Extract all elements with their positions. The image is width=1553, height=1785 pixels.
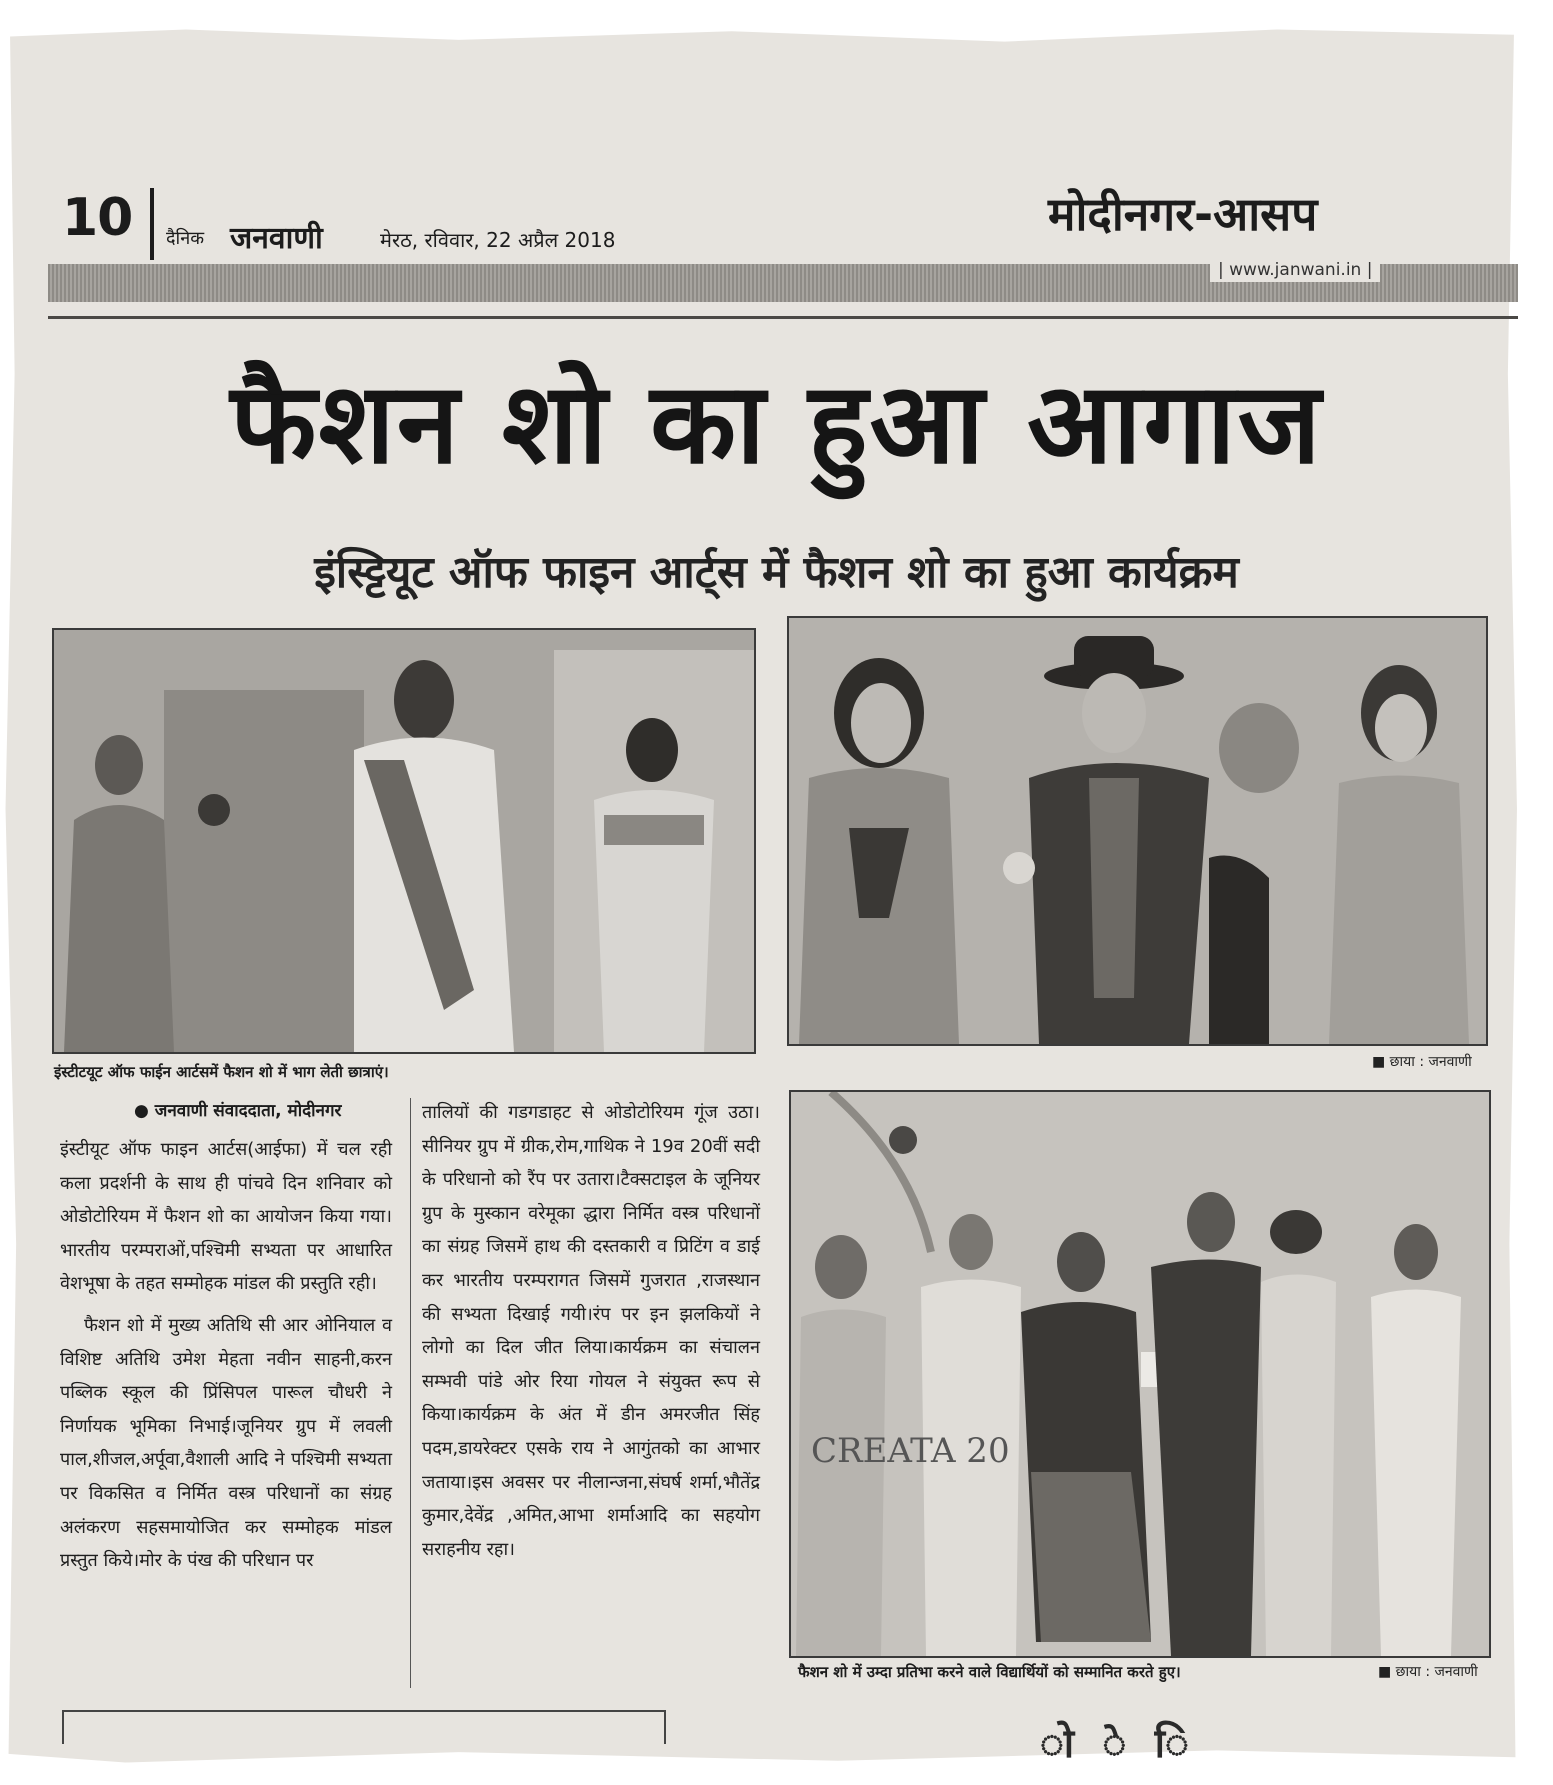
subheadline: इंस्ट्टियूट ऑफ फाइन आर्ट्स में फैशन शो का हुआ कार्यक्रम bbox=[314, 547, 1239, 598]
dateline: मेरठ, रविवार, 22 अप्रैल 2018 bbox=[380, 228, 616, 252]
photo-models-left bbox=[52, 628, 756, 1054]
photo-models-right bbox=[787, 616, 1488, 1046]
adjacent-article-fragment: ो े ि bbox=[1040, 1721, 1207, 1767]
top-photo-credit: ■ छाया : जनवाणी bbox=[1372, 1054, 1472, 1070]
photo-models-right-image bbox=[789, 618, 1486, 1044]
column-1-paragraph-1: इंस्टीयूट ऑफ फाइन आर्टस(आईफा) में चल रही कला प्रदर्शनी के साथ ही पांचवे दिन शनिवार को ओडोटोरियम में फैशन शो का आयोजन किया गया।भारतीय परम्पराओं,पश्चिमी सभ्यता पर आधारित वेशभूषा के तहत सम्मोहक मांडल की प्रस्तुति रही। bbox=[60, 1139, 392, 1295]
column-2-paragraph: तालियों की गडगडाहट से ओडोटोरियम गूंज उठा।सीनियर ग्रुप में ग्रीक,रोम,गाथिक ने 19व 20वीं सदी के परिधानो को रैंप पर उतारा।टैक्सटाइल के जूनियर ग्रुप के मुस्कान वरेमूका द्धारा निर्मित वस्त्र परिधानों का संग्रह जिसमें हाथ की दस्तकारी व प्रिटिंग व डाई कर भारतीय परम्परागत जिसमें गुजरात ,राजस्थान की सभ्यता दिखाई गयी।रंप पर इन झलकियों ने लोगो का दिल जीत लिया।कार्यक्रम का संचालन सम्भवी पांडे ओर रिया गोयल ने संयुक्त रूप से किया।कार्यक्रम के अंत में डीन अमरजीत सिंह पदम,डायरेक्टर एसके राय ने आगुंतको का आभार जताया।इस अवसर पर नीलान्जना,संघर्ष शर्मा,भौतेंद्र कुमार,देवेंद्र ,अमित,आभा शर्माआदि का सहयोग सराहनीय रहा। bbox=[422, 1102, 760, 1560]
column-1-paragraph-2: फैशन शो में मुख्य अतिथि सी आर ओनियाल व विशिष्ट अतिथि उमेश मेहता नवीन साहनी,करन पब्लिक स्कूल की प्रिंसिपल पारूल चौधरी ने निर्णायक भूमिका निभाई।जूनियर ग्रुप में लवली पाल,शीजल,अर्पूवा,वैशाली आदि ने पश्चिमी सभ्यता पर विकसित व निर्मित वस्त्र परिधानों का संग्रह अलंकरण सहसमायोजित कर सम्मोहक मांडल प्रस्तुत किये।मोर के पंख की परिधान पर bbox=[60, 1314, 392, 1572]
paper-name: जनवाणी bbox=[230, 221, 323, 256]
section-title: मोदीनगर-आसप bbox=[1048, 187, 1318, 241]
article-column-2 bbox=[422, 1096, 760, 1566]
bottom-photo-caption: फैशन शो में उम्दा प्रतिभा करने वाले विद्यार्थियों को सम्मानित करते हुए। bbox=[798, 1663, 1181, 1681]
banner-text: CREATA 20 bbox=[811, 1431, 1010, 1471]
photo-models-left-image bbox=[54, 630, 754, 1052]
adjacent-article-box bbox=[62, 1710, 666, 1744]
page-number: 10 bbox=[62, 188, 133, 248]
byline: ● जनवाणी संवाददाता, मोदीनगर bbox=[134, 1101, 342, 1121]
paper-prefix: दैनिक bbox=[166, 228, 205, 249]
website-url: | www.janwani.in | bbox=[1210, 258, 1380, 282]
bottom-photo-credit: ■ छाया : जनवाणी bbox=[1378, 1664, 1478, 1680]
masthead-divider bbox=[150, 188, 154, 260]
photo-felicitation-image bbox=[791, 1092, 1489, 1656]
column-divider bbox=[410, 1098, 411, 1688]
photo-felicitation bbox=[789, 1090, 1491, 1658]
article-column-1 bbox=[60, 1133, 392, 1578]
headline: फैशन शो का हुआ आगाज bbox=[230, 359, 1323, 489]
masthead-rule bbox=[48, 316, 1518, 319]
top-photo-caption: इंस्टीटयूट ऑफ फाईन आर्टसमें फैशन शो में भाग लेती छात्राएं। bbox=[54, 1063, 389, 1081]
